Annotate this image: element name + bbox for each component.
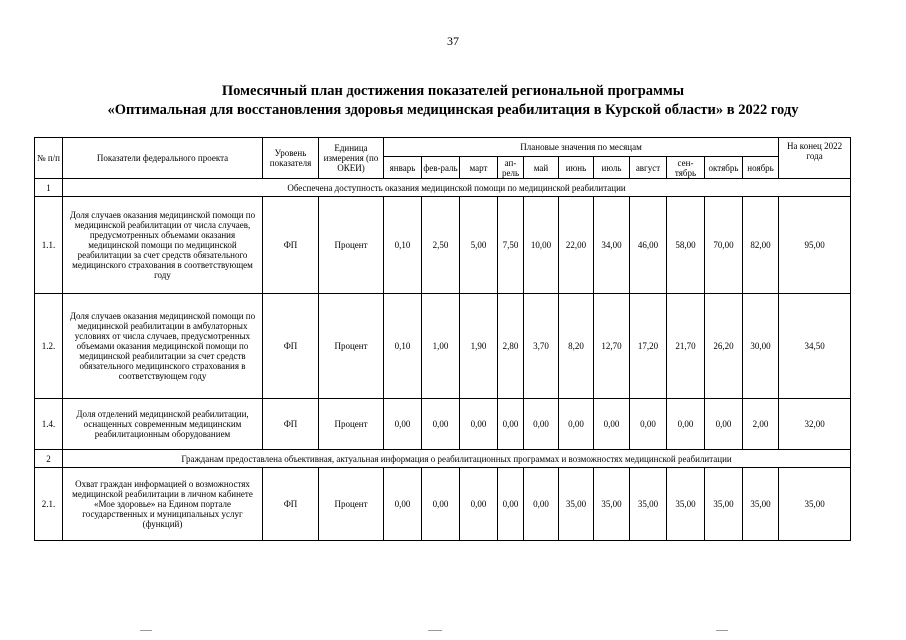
month-value: 17,20 [630, 294, 667, 399]
month-value: 30,00 [743, 294, 779, 399]
header-unit: Единица измерения (по ОКЕИ) [319, 138, 384, 179]
header-month: июль [594, 157, 630, 179]
end-of-year-value: 95,00 [779, 197, 851, 294]
document-title [0, 82, 906, 120]
month-value: 0,00 [630, 399, 667, 450]
indicator-level: ФП [263, 399, 319, 450]
month-value: 0,00 [460, 468, 498, 541]
month-value: 10,00 [524, 197, 559, 294]
header-month: июнь [559, 157, 594, 179]
month-value: 35,00 [667, 468, 705, 541]
month-value: 8,20 [559, 294, 594, 399]
table-row [35, 197, 851, 294]
header-end-of-year: На конец 2022 года [779, 138, 851, 179]
row-number: 1.4. [35, 399, 63, 450]
indicator-unit: Процент [319, 468, 384, 541]
month-value: 0,00 [384, 468, 422, 541]
section-title: Гражданам предоставлена объективная, актуальная информация о реабилитационных программах и возможностях медицинской реабилитации [63, 450, 851, 468]
indicator-level: ФП [263, 468, 319, 541]
header-level: Уровень показателя [263, 138, 319, 179]
header-month: август [630, 157, 667, 179]
month-value: 5,00 [460, 197, 498, 294]
month-value: 58,00 [667, 197, 705, 294]
plan-table [34, 137, 851, 541]
month-value: 0,00 [524, 399, 559, 450]
header-month: май [524, 157, 559, 179]
month-value: 2,50 [422, 197, 460, 294]
table-row [35, 294, 851, 399]
month-value: 35,00 [594, 468, 630, 541]
header-num: № п/п [35, 138, 63, 179]
header-indicator: Показатели федерального проекта [63, 138, 263, 179]
header-month: октябрь [705, 157, 743, 179]
end-of-year-value: 35,00 [779, 468, 851, 541]
header-planned: Плановые значения по месяцам [384, 138, 779, 157]
month-value: 2,00 [743, 399, 779, 450]
indicator-name: Доля случаев оказания медицинской помощи по медицинской реабилитации в амбулаторных условиях от числа случаев, предусмотренных объемами оказания медицинской помощи по медицинской реабилитации за счет средств обязательного медицинского страхования в соответствующем году [63, 294, 263, 399]
month-value: 35,00 [743, 468, 779, 541]
month-value: 0,00 [524, 468, 559, 541]
month-value: 0,00 [460, 399, 498, 450]
table-row [35, 468, 851, 541]
month-value: 70,00 [705, 197, 743, 294]
month-value: 0,00 [422, 399, 460, 450]
title-line-1: Помесячный план достижения показателей региональной программы [221, 83, 685, 99]
indicator-name: Доля отделений медицинской реабилитации, оснащенных современным медицинским реабилитационным оборудованием [63, 399, 263, 450]
indicator-unit: Процент [319, 399, 384, 450]
header-month: январь [384, 157, 422, 179]
scan-artifact [716, 630, 728, 631]
month-value: 0,00 [422, 468, 460, 541]
row-number: 1.1. [35, 197, 63, 294]
page-number: 37 [447, 34, 459, 48]
month-value: 0,00 [667, 399, 705, 450]
month-value: 1,00 [422, 294, 460, 399]
header-month: ап-рель [498, 157, 524, 179]
end-of-year-value: 34,50 [779, 294, 851, 399]
scan-artifact [140, 630, 152, 631]
month-value: 0,10 [384, 197, 422, 294]
month-value: 82,00 [743, 197, 779, 294]
month-value: 0,00 [559, 399, 594, 450]
header-month: ноябрь [743, 157, 779, 179]
month-value: 12,70 [594, 294, 630, 399]
indicator-level: ФП [263, 294, 319, 399]
end-of-year-value: 32,00 [779, 399, 851, 450]
month-value: 3,70 [524, 294, 559, 399]
month-value: 34,00 [594, 197, 630, 294]
section-row [35, 179, 851, 197]
indicator-name: Охват граждан информацией о возможностях медицинской реабилитации в личном кабинете «Мое здоровье» на Едином портале государственных и муниципальных услуг (функций) [63, 468, 263, 541]
table-row [35, 399, 851, 450]
title-line-2: «Оптимальная для восстановления здоровья медицинская реабилитация в Курской области» в 2022 году [107, 102, 799, 118]
section-number: 2 [35, 450, 63, 468]
month-value: 0,00 [384, 399, 422, 450]
month-value: 2,80 [498, 294, 524, 399]
month-value: 26,20 [705, 294, 743, 399]
header-month: март [460, 157, 498, 179]
month-value: 0,00 [498, 399, 524, 450]
header-month: фев-раль [422, 157, 460, 179]
indicator-name: Доля случаев оказания медицинской помощи по медицинской реабилитации от числа случаев, предусмотренных объемами оказания медицинской помощи по медицинской реабилитации за счет средств обязательного медицинского страхования в соответствующем году [63, 197, 263, 294]
indicator-level: ФП [263, 197, 319, 294]
month-value: 35,00 [559, 468, 594, 541]
month-value: 0,10 [384, 294, 422, 399]
month-value: 0,00 [705, 399, 743, 450]
section-title: Обеспечена доступность оказания медицинской помощи по медицинской реабилитации [63, 179, 851, 197]
month-value: 0,00 [498, 468, 524, 541]
month-value: 35,00 [630, 468, 667, 541]
month-value: 21,70 [667, 294, 705, 399]
month-value: 35,00 [705, 468, 743, 541]
section-number: 1 [35, 179, 63, 197]
month-value: 0,00 [594, 399, 630, 450]
header-month: сен-тябрь [667, 157, 705, 179]
month-value: 7,50 [498, 197, 524, 294]
scan-artifact [428, 630, 442, 631]
month-value: 1,90 [460, 294, 498, 399]
indicator-unit: Процент [319, 197, 384, 294]
section-row [35, 450, 851, 468]
month-value: 22,00 [559, 197, 594, 294]
row-number: 1.2. [35, 294, 63, 399]
month-value: 46,00 [630, 197, 667, 294]
indicator-unit: Процент [319, 294, 384, 399]
row-number: 2.1. [35, 468, 63, 541]
